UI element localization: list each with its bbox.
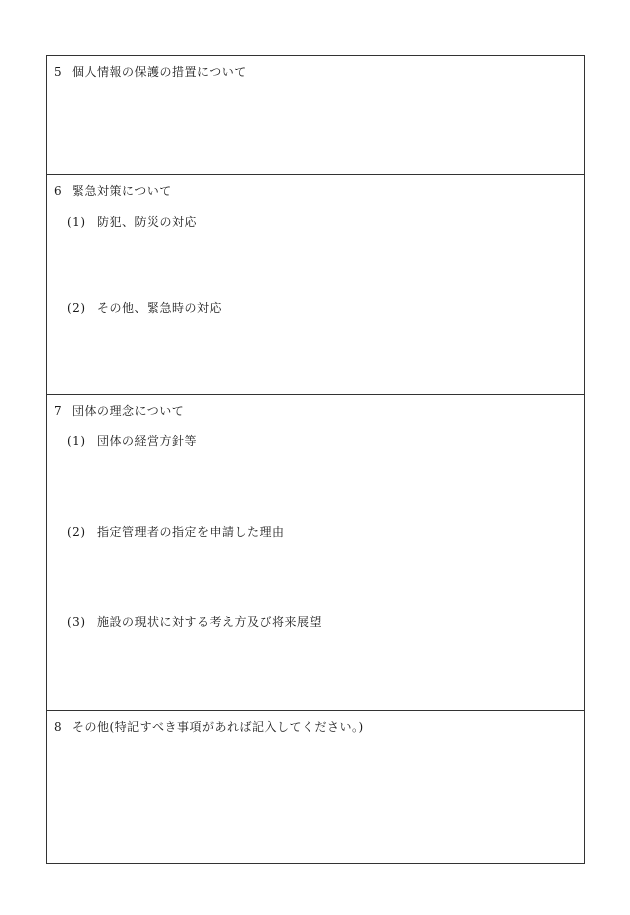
- subsection-label: 防犯、防災の対応: [97, 215, 198, 229]
- section-number: 7: [54, 404, 63, 418]
- subsection-label: その他、緊急時の対応: [97, 301, 223, 315]
- section-number: 6: [54, 184, 63, 198]
- subsection-label: 施設の現状に対する考え方及び将来展望: [97, 615, 323, 629]
- section-number: 8: [54, 720, 63, 734]
- section-privacy-protection: [47, 56, 584, 175]
- section-title: 個人情報の保護の措置について: [72, 65, 247, 79]
- subsection-future-outlook: [67, 615, 322, 629]
- section-title: 緊急対策について: [72, 184, 172, 198]
- subsection-number: (1): [67, 215, 86, 229]
- application-form-table: [46, 55, 585, 864]
- section-heading: [54, 720, 364, 734]
- section-heading: [54, 184, 172, 198]
- subsection-number: (2): [67, 525, 86, 539]
- subsection-number: (2): [67, 301, 86, 315]
- subsection-application-reason: [67, 525, 285, 539]
- section-heading: [54, 65, 247, 79]
- section-title: 団体の理念について: [72, 404, 185, 418]
- section-other-remarks: [47, 711, 584, 863]
- section-title: その他(特記すべき事項があれば記入してください。): [72, 720, 364, 734]
- section-number: 5: [54, 65, 63, 79]
- section-emergency-measures: [47, 175, 584, 395]
- subsection-number: (1): [67, 434, 86, 448]
- subsection-management-policy: [67, 434, 197, 448]
- subsection-number: (3): [67, 615, 86, 629]
- subsection-crime-disaster: [67, 215, 197, 229]
- section-heading: [54, 404, 184, 418]
- subsection-label: 指定管理者の指定を申請した理由: [97, 525, 285, 539]
- subsection-other-emergency: [67, 301, 222, 315]
- section-organization-philosophy: [47, 395, 584, 711]
- subsection-label: 団体の経営方針等: [97, 434, 198, 448]
